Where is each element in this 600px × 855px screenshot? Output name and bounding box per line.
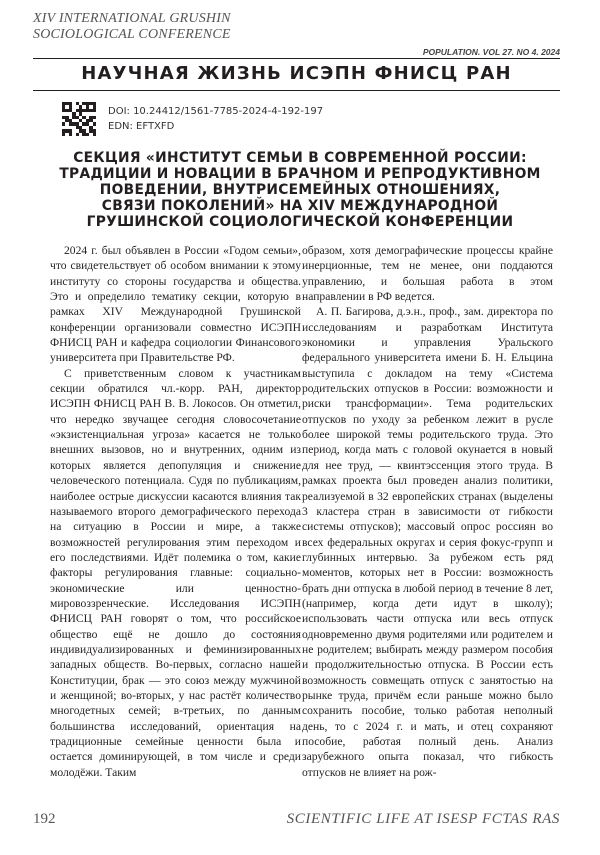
- qr-code-icon[interactable]: [62, 102, 96, 136]
- paragraph: С приветственным словом к участникам секции обратился чл.-корр. РАН, директор ИСЭПН ФНИСЦ РАН В. В. Локосов. Он отметил, что нередко звучащее сегодня словосочетание «экзистенциальная угроза» касается не только внешних вызовов, но и внутренних, одним из которых является депопуляция и снижение человеческого потенциала. Судя по публикациям, наиболее острые дискуссии касаются влияния так называемого второго демографического перехода на ситуацию в России и мире, а также возможностей регулирования этим переходом и его последствиями. Идёт полемика о том, какие факторы регулирования главные: социально-экономические или ценностно-мировоззренческие. Исследования ИСЭПН ФНИСЦ РАН говорят о том, что российское общество ещё не дошло до состояния индивидуализированных и феминизированных западных обществ. Во-первых, согласно нашей Конституции, брак — это союз между мужчиной и женщиной; во-вторых, у нас растёт количество многодетных семей; в-третьих, по данным большинства исследований, ориентация на традиционные семейные ценности была и остается доминирующей, в том числе и среди молодёжи. Таким: [50, 366, 301, 779]
- title-line: ПОВЕДЕНИИ, ВНУТРИСЕМЕЙНЫХ ОТНОШЕНИЯХ,: [99, 182, 501, 198]
- doi-block: [108, 104, 323, 134]
- doi-line[interactable]: DOI: 10.24412/1561-7785-2024-4-192-197: [108, 106, 324, 117]
- edn-line: EDN: EFTXFD: [108, 121, 175, 132]
- title-line: ТРАДИЦИИ И НОВАЦИИ В БРАЧНОМ И РЕПРОДУКТИВНОМ: [59, 166, 541, 182]
- header-rule-bottom: [33, 90, 560, 91]
- title-line: ГРУШИНСКОЙ СОЦИОЛОГИЧЕСКОЙ КОНФЕРЕНЦИИ: [86, 214, 514, 230]
- article-title: [40, 150, 560, 230]
- paragraph-continued: образом, хотя демографические процессы крайне инерционные, тем не менее, они поддаются управлению, и большая работа в этом направлении в РФ ведется.: [302, 244, 553, 304]
- journal-reference: POPULATION. VOL 27. NO 4. 2024: [422, 47, 560, 57]
- page-number: 192: [33, 811, 56, 827]
- left-column: [50, 243, 301, 780]
- conference-name-line-2: SOCIOLOGICAL CONFERENCE: [33, 27, 231, 42]
- title-line: СВЯЗИ ПОКОЛЕНИЙ» НА XIV МЕЖДУНАРОДНОЙ: [101, 198, 499, 214]
- conference-name: [33, 11, 231, 43]
- conference-name-line-1: XIV INTERNATIONAL GRUSHIN: [33, 11, 231, 26]
- title-line: СЕКЦИЯ «ИНСТИТУТ СЕМЬИ В СОВРЕМЕННОЙ РОССИИ:: [73, 150, 527, 166]
- right-column: [302, 243, 553, 780]
- paragraph: А. П. Багирова, д.э.н., проф., зам. директора по исследованиям и разработкам Института экономики и управления Уральского федерального университета имени Б. Н. Ельцина выступила с докладом на тему «Система родительских отпусков в России: возможности и риски трансформации». Тема родительских отпусков по уходу за ребенком лежит в русле более широкой темы родительского труда. Это период, когда мать с головой окунается в новый для нее труд, — квинтэссенция этого труда. В рамках проекта был проведен анализ политики, реализуемой в 32 европейских странах (выделены 3 кластера стран в зависимости от гибкости системы отпусков); массовый опрос россиян во всех федеральных округах и серия фокус-групп и глубинных интервью. За рубежом есть ряд моментов, которых нет в России: возможность брать дни отпуска в любой период в течение 8 лет, (например, когда дети идут в школу); использовать части отпуска или весь отпуск одновременно двумя родителями или родителем и не родителем; выбирать между размером пособия и продолжительностью отпуска. В России есть возможность совмещать отпуск с занятостью на рынке труда, причём если раньше можно было сохранить пособие, только работая неполный день, то с 2024 г. и мать, и отец сохраняют пособие, работая полный день. Анализ зарубежного опыта показал, что гибкость отпусков не влияет на рож-: [302, 305, 553, 779]
- running-title: SCIENTIFIC LIFE AT ISESP FCTAS RAS: [286, 811, 560, 827]
- section-header: НАУЧНАЯ ЖИЗНЬ ИСЭПН ФНИСЦ РАН: [81, 63, 512, 84]
- paragraph: 2024 г. был объявлен в России «Годом семьи», что свидетельствует об особом внимании к этому институту со стороны государства и общества. Это и определило тематику секции, которую в рамках XIV Международной Грушинской конференции организовали совместно ИСЭПН ФНИСЦ РАН и кафедра социологии Финансового университета при Правительстве РФ.: [50, 244, 301, 365]
- header-rule-top: [33, 58, 560, 59]
